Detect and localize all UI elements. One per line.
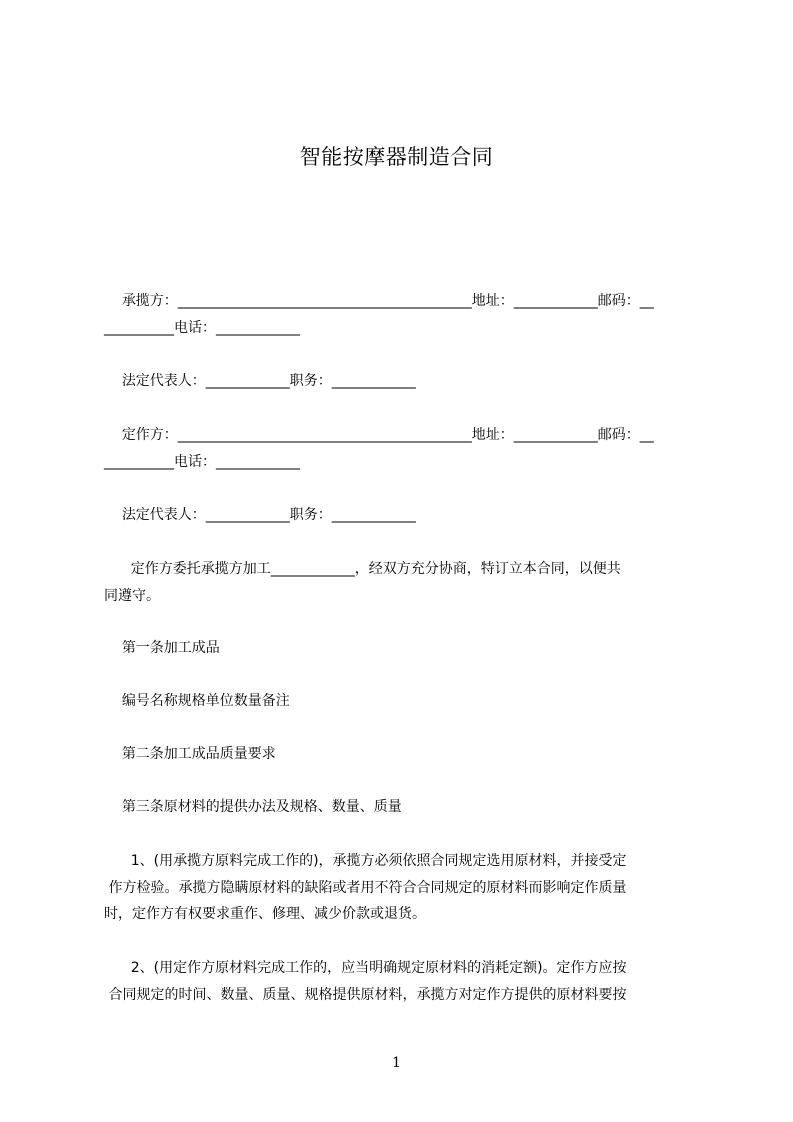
article-3-heading: 第三条原材料的提供办法及规格、数量、质量 bbox=[104, 799, 402, 815]
product-table-header: 编号名称规格单位数量备注 bbox=[104, 693, 290, 709]
article-2-heading: 第二条加工成品质量要求 bbox=[104, 746, 276, 762]
commission-paragraph: 定作方委托承揽方加工____________，经双方充分协商，特订立本合同，以便共 同遵守。 bbox=[104, 561, 621, 604]
client-info-paragraph: 定作方：__________________________________________地址：____________邮码：__ __________电话：____________ bbox=[104, 427, 654, 470]
document-title: 智能按摩器制造合同 bbox=[299, 145, 494, 169]
client-representative-paragraph: 法定代表人：____________职务：____________ bbox=[104, 507, 416, 523]
contractor-info-paragraph: 承揽方：__________________________________________地址：____________邮码：__ __________电话：____________ bbox=[104, 293, 654, 336]
page-number: 1 bbox=[392, 1055, 401, 1071]
article-1-heading: 第一条加工成品 bbox=[104, 640, 220, 656]
clause-1-paragraph: 1、(用承揽方原料完成工作的)，承揽方必须依照合同规定选用原材料，并接受定 作方检验。承揽方隐瞒原材料的缺陷或者用不符合合同规定的原材料而影响定作质量 时，定作方有权要求重作、修理、减少价款或退货。 bbox=[104, 853, 627, 922]
contractor-representative-paragraph: 法定代表人：____________职务：____________ bbox=[104, 373, 416, 389]
clause-2-paragraph: 2、(用定作方原材料完成工作的，应当明确规定原材料的消耗定额)。定作方应按 合同规定的时间、数量、质量、规格提供原材料，承揽方对定作方提供的原材料要按 bbox=[108, 960, 627, 1003]
